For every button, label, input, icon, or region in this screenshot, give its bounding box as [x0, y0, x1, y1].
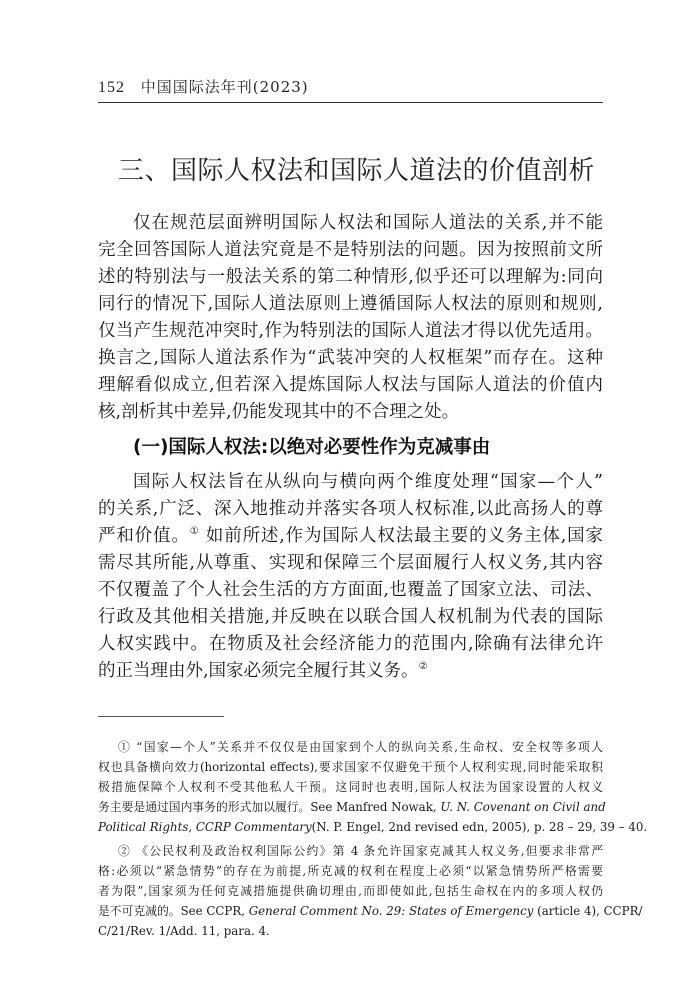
- body-line: 仅当产生规范冲突时,作为特别法的国际人道法才得以优先适用。: [98, 321, 603, 341]
- body-line: 述的特别法与一般法关系的第二种情形,似乎还可以理解为:同向: [98, 267, 603, 287]
- footnote-ref-1[interactable]: ①: [189, 526, 200, 537]
- footnote-line: [98, 820, 648, 834]
- footnote-text: 是不可克减的。See CCPR,: [98, 904, 249, 918]
- body-line: 同行的情况下,国际人道法原则上遵循国际人权法的原则和规则,: [98, 294, 603, 314]
- section-title: 三、国际人权法和国际人道法的价值剖析: [118, 156, 596, 186]
- footnote-line: 极措施保障个人权利不受其他私人干预。这同时也表明,国际人权法为国家设置的人权义: [98, 780, 603, 794]
- body-line: 人权实践中。在物质及社会经济能力的范围内,除确有法律允许: [98, 634, 603, 654]
- running-header: [98, 76, 309, 97]
- footnote-ref-2[interactable]: ②: [418, 661, 428, 672]
- body-line: [98, 661, 603, 681]
- footnote-line: C/21/Rev. 1/Add. 11, para. 4.: [98, 924, 270, 938]
- footnote-line: [98, 800, 606, 814]
- footnote-text: (article 4), CCPR/: [533, 904, 643, 918]
- body-text: 的正当理由外,国家必须完全履行其义务。: [98, 661, 419, 681]
- body-text: 严和价值。: [98, 526, 190, 546]
- body-line: 行政及其他相关措施,并反映在以联合国人权机制为代表的国际: [98, 607, 603, 627]
- footnote-line: ② 《公民权利及政治权利国际公约》第 4 条允许国家克减其人权义务,但要求非常严: [118, 844, 603, 858]
- header-rule: [98, 102, 603, 103]
- journal-title: 中国国际法年刊(2023): [140, 78, 309, 96]
- body-line: 仅在规范层面辨明国际人权法和国际人道法的关系,并不能: [133, 213, 603, 233]
- footnote-line: 权也具备横向效力(horizontal effects),要求国家不仅避免干预个人权利实现,同时能采取积: [98, 760, 603, 774]
- body-line: 完全回答国际人道法究竟是不是特别法的问题。因为按照前文所: [98, 240, 603, 260]
- body-line: [98, 526, 603, 546]
- footnote-line: [98, 904, 643, 918]
- body-line: 的关系,广泛、深入地推动并落实各项人权标准,以此高扬人的尊: [98, 499, 603, 519]
- book-title: CCRP Commentary: [195, 820, 312, 834]
- footnote-line: 格:必须以“紧急情势”的存在为前提,所克减的权利在程度上必须“以紧急情势所严格需要: [98, 864, 603, 878]
- body-line: 核,剖析其中差异,仍能发现其中的不合理之处。: [98, 402, 460, 422]
- body-line: 换言之,国际人道法系作为“武装冲突的人权框架”而存在。这种: [98, 348, 603, 368]
- footnote-text: 务主要是通过国内事务的形式加以履行。See Manfred Nowak,: [98, 800, 441, 814]
- footnote-text: (N. P. Engel, 2nd revised edn, 2005), p. 28 – 29, 39 – 40.: [311, 820, 648, 834]
- body-line: 不仅覆盖了个人社会生活的方方面面,也覆盖了国家立法、司法、: [98, 580, 603, 600]
- book-title: U. N. Covenant on Civil and: [440, 800, 606, 814]
- page-number: 152: [98, 79, 125, 96]
- body-line: 国际人权法旨在从纵向与横向两个维度处理“国家—个人”: [133, 472, 603, 492]
- footnote-separator: [98, 716, 224, 717]
- body-line: 理解看似成立,但若深入提炼国际人权法与国际人道法的价值内: [98, 375, 603, 395]
- footnote-line: 者为限”,国家须为任何克减措施提供确切理由,而即使如此,包括生命权在内的多项人权仍: [98, 884, 603, 898]
- footnote-text: ,: [188, 820, 196, 834]
- book-title: Political Rights: [98, 820, 189, 834]
- document-title: General Comment No. 29: States of Emergency: [248, 904, 534, 918]
- body-line: 需尽其所能,从尊重、实现和保障三个层面履行人权义务,其内容: [98, 553, 603, 573]
- body-text: 如前所述,作为国际人权法最主要的义务主体,国家: [199, 526, 604, 546]
- footnote-line: ① “国家—个人”关系并不仅仅是由国家到个人的纵向关系,生命权、安全权等多项人: [118, 740, 603, 754]
- subsection-title: (一)国际人权法:以绝对必要性作为克减事由: [133, 437, 491, 458]
